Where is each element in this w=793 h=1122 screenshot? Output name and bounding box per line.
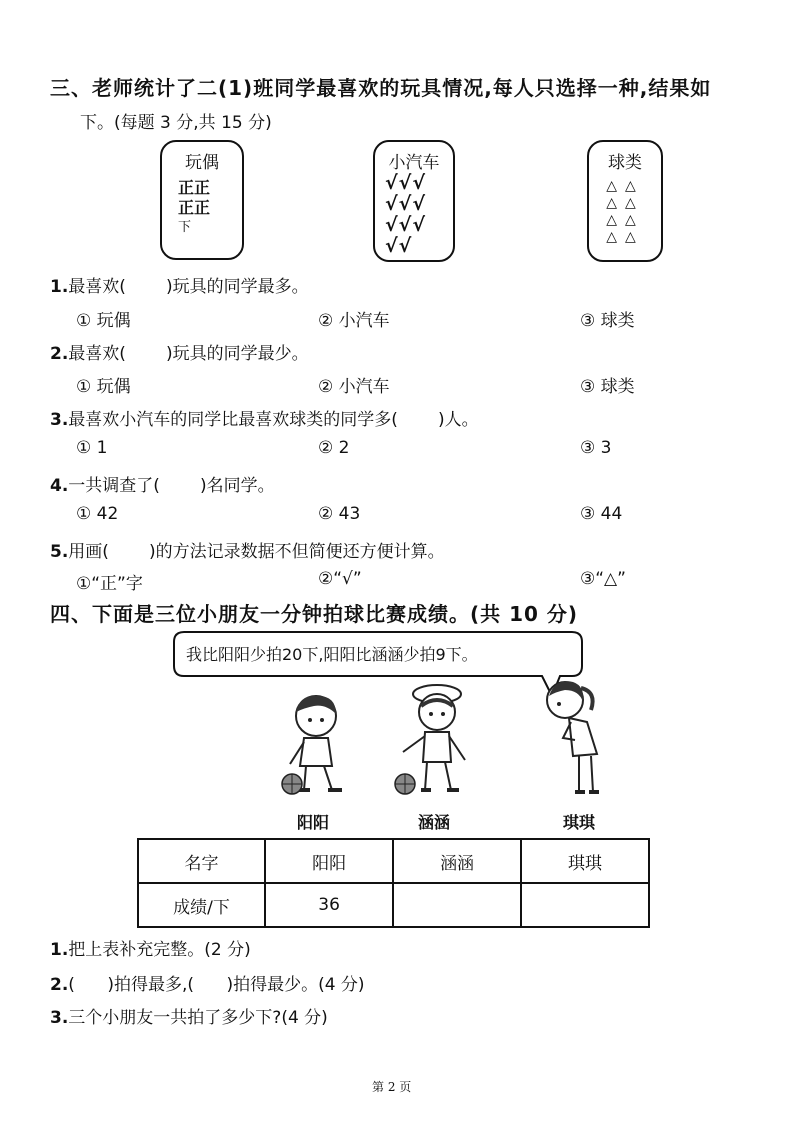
table-header-cell: 涵涵 bbox=[393, 839, 521, 883]
option-a[interactable]: ① 1 bbox=[76, 438, 108, 458]
section3-title: 三、老师统计了二(1)班同学最喜欢的玩具情况,每人只选择一种,结果如 bbox=[50, 76, 712, 100]
car-check-box bbox=[373, 140, 455, 262]
question-number: 2. bbox=[50, 344, 69, 364]
name-label-hanhan: 涵涵 bbox=[418, 813, 451, 832]
option-a[interactable]: ① 42 bbox=[76, 504, 119, 524]
table-row bbox=[138, 883, 649, 927]
option-c[interactable]: ③ 球类 bbox=[580, 377, 635, 397]
question-text: 最喜欢( bbox=[68, 344, 126, 364]
option-a[interactable]: ① 玩偶 bbox=[76, 377, 131, 397]
question-text: )的方法记录数据不但简便还方便计算。 bbox=[148, 542, 445, 562]
question-4-3 bbox=[50, 1003, 328, 1028]
question-text: 把上表补充完整。(2 分) bbox=[68, 940, 251, 960]
score-cell-yangyang: 36 bbox=[265, 883, 393, 927]
car-marks-row-3: √√√ bbox=[385, 214, 427, 236]
question-3-4 bbox=[50, 471, 275, 496]
car-box-title: 小汽车 bbox=[388, 153, 440, 173]
boy-hanhan-illustration bbox=[385, 680, 485, 805]
question-text: )名同学。 bbox=[199, 476, 275, 496]
doll-tally-box bbox=[160, 140, 244, 260]
section4-title: 四、下面是三位小朋友一分钟拍球比赛成绩。(共 10 分) bbox=[50, 602, 579, 626]
boy-yangyang-illustration bbox=[270, 690, 360, 805]
speech-bubble bbox=[170, 630, 590, 702]
girl-qiqi-illustration bbox=[535, 668, 615, 803]
doll-box-title: 玩偶 bbox=[185, 153, 219, 173]
table-header-cell: 琪琪 bbox=[521, 839, 649, 883]
car-marks-row-4: √√ bbox=[385, 235, 413, 257]
ball-marks-row-3: △△ bbox=[606, 212, 644, 228]
car-marks-row-1: √√√ bbox=[385, 172, 427, 194]
question-number: 2. bbox=[50, 975, 69, 995]
question-3-2 bbox=[50, 339, 309, 364]
question-number: 1. bbox=[50, 940, 69, 960]
question-text: 最喜欢( bbox=[68, 277, 126, 297]
ball-triangle-box bbox=[587, 140, 663, 262]
table-header-cell: 阳阳 bbox=[265, 839, 393, 883]
question-3-5 bbox=[50, 537, 445, 562]
name-label-qiqi: 琪琪 bbox=[563, 813, 596, 832]
option-c[interactable]: ③“△” bbox=[580, 569, 626, 589]
option-a[interactable]: ①“正”字 bbox=[76, 574, 143, 594]
option-c[interactable]: ③ 44 bbox=[580, 504, 623, 524]
option-b[interactable]: ② 小汽车 bbox=[318, 311, 390, 331]
question-text: 最喜欢小汽车的同学比最喜欢球类的同学多( bbox=[68, 410, 398, 430]
option-b[interactable]: ② 43 bbox=[318, 504, 361, 524]
table-row-label: 成绩/下 bbox=[138, 883, 265, 927]
option-b[interactable]: ② 小汽车 bbox=[318, 377, 390, 397]
table-header-row bbox=[138, 839, 649, 883]
option-b[interactable]: ② 2 bbox=[318, 438, 350, 458]
question-4-1 bbox=[50, 935, 251, 960]
option-b[interactable]: ②“√” bbox=[318, 569, 362, 589]
speech-text: 我比阳阳少拍20下,阳阳比涵涵少拍9下。 bbox=[186, 645, 478, 664]
question-number: 3. bbox=[50, 410, 69, 430]
ball-marks-row-1: △△ bbox=[606, 178, 644, 194]
doll-tally-row-3: 下 bbox=[178, 220, 192, 235]
question-number: 5. bbox=[50, 542, 69, 562]
question-text: )玩具的同学最少。 bbox=[165, 344, 309, 364]
question-text: )人。 bbox=[437, 410, 479, 430]
option-a[interactable]: ① 玩偶 bbox=[76, 311, 131, 331]
question-text: ( )拍得最多,( )拍得最少。(4 分) bbox=[68, 975, 365, 995]
question-4-2 bbox=[50, 970, 365, 995]
question-3-1 bbox=[50, 272, 309, 297]
doll-tally-row-1: 正正 bbox=[178, 178, 211, 197]
option-c[interactable]: ③ 3 bbox=[580, 438, 612, 458]
ball-box-title: 球类 bbox=[608, 153, 642, 173]
page-number: 第 2 页 bbox=[372, 1080, 412, 1094]
section3-subtitle: 下。(每题 3 分,共 15 分) bbox=[80, 113, 272, 133]
question-text: 用画( bbox=[68, 542, 109, 562]
ball-marks-row-4: △△ bbox=[606, 229, 644, 245]
question-text: 一共调查了( bbox=[68, 476, 160, 496]
doll-tally-row-2: 正正 bbox=[178, 198, 211, 217]
question-text: 三个小朋友一共拍了多少下?(4 分) bbox=[68, 1008, 328, 1028]
car-marks-row-2: √√√ bbox=[385, 193, 427, 215]
score-cell-hanhan[interactable] bbox=[393, 883, 521, 927]
table-header-cell: 名字 bbox=[138, 839, 265, 883]
ball-marks-row-2: △△ bbox=[606, 195, 644, 211]
question-text: )玩具的同学最多。 bbox=[165, 277, 309, 297]
option-c[interactable]: ③ 球类 bbox=[580, 311, 635, 331]
score-table bbox=[137, 838, 650, 928]
question-number: 4. bbox=[50, 476, 69, 496]
question-number: 3. bbox=[50, 1008, 69, 1028]
question-3-3 bbox=[50, 405, 479, 430]
score-cell-qiqi[interactable] bbox=[521, 883, 649, 927]
name-label-yangyang: 阳阳 bbox=[297, 813, 330, 832]
question-number: 1. bbox=[50, 277, 69, 297]
